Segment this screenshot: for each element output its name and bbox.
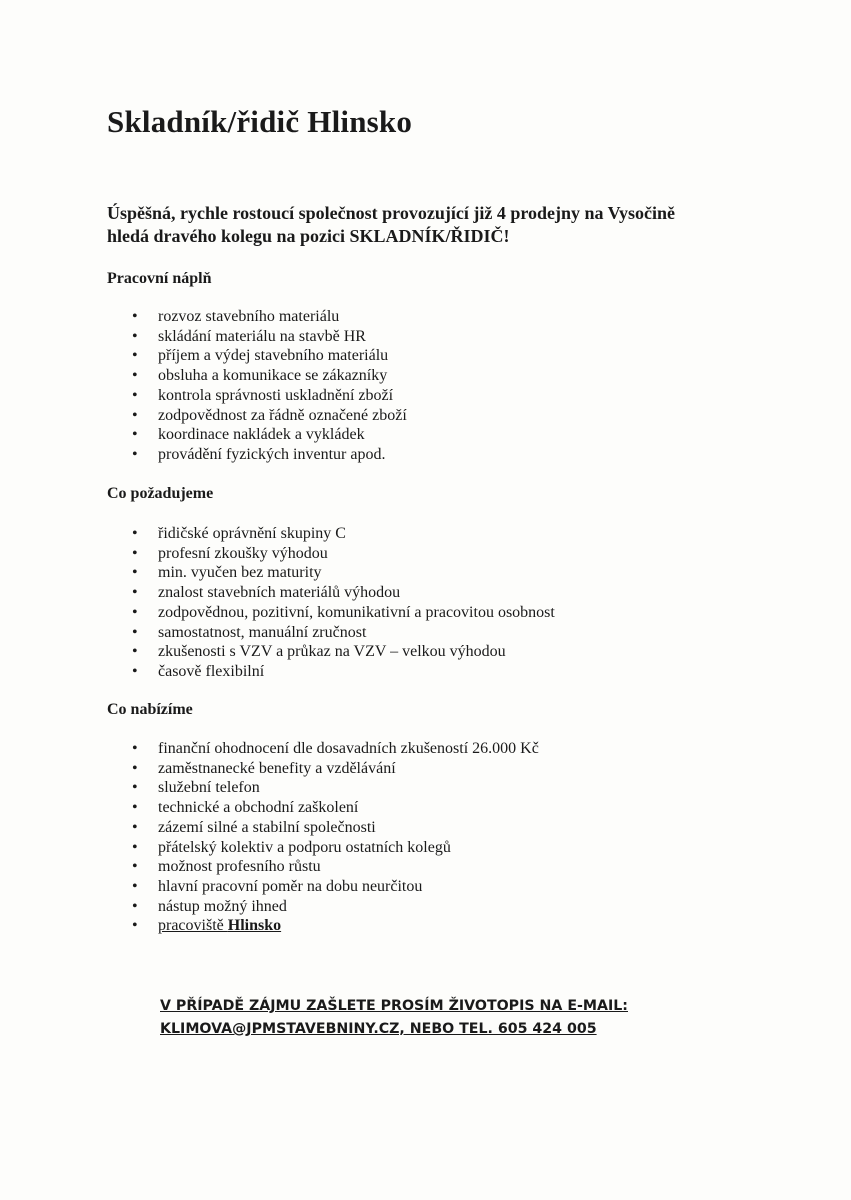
contact-line-1: V PŘÍPADĚ ZÁJMU ZAŠLETE PROSÍM ŽIVOTOPIS NA E-MAIL: (160, 998, 628, 1014)
list-item: • znalost stavebních materiálů výhodou (132, 583, 555, 603)
list-item: • koordinace nakládek a vykládek (132, 425, 407, 445)
list-item: • provádění fyzických inventur apod. (132, 445, 407, 465)
section-heading-duties: Pracovní náplň (107, 270, 212, 287)
duties-list (132, 307, 407, 465)
list-item: • samostatnost, manuální zručnost (132, 623, 555, 643)
list-item: • skládání materiálu na stavbě HR (132, 327, 407, 347)
list-item: • kontrola správnosti uskladnění zboží (132, 386, 407, 406)
list-item: • možnost profesního růstu (132, 857, 539, 877)
list-item: • obsluha a komunikace se zákazníky (132, 366, 407, 386)
list-item: • příjem a výdej stavebního materiálu (132, 346, 407, 366)
list-item: • profesní zkoušky výhodou (132, 544, 555, 564)
list-item: • řidičské oprávnění skupiny C (132, 524, 555, 544)
page-title: Skladník/řidič Hlinsko (107, 104, 413, 139)
section-heading-offer: Co nabízíme (107, 701, 193, 718)
workplace-prefix: pracoviště (158, 917, 228, 935)
list-item: • časově flexibilní (132, 662, 555, 682)
contact-info (160, 995, 628, 1041)
list-item: • zodpovědnou, pozitivní, komunikativní a pracovitou osobnost (132, 603, 555, 623)
list-item: • nástup možný ihned (132, 897, 539, 917)
workplace-city: Hlinsko (227, 917, 282, 935)
list-item: • služební telefon (132, 778, 539, 798)
list-item-workplace (132, 916, 539, 936)
list-item: • min. vyučen bez maturity (132, 563, 555, 583)
list-item: • zázemí silné a stabilní společnosti (132, 818, 539, 838)
list-item: • zaměstnanecké benefity a vzdělávání (132, 759, 539, 779)
offer-list (132, 739, 539, 936)
section-heading-requirements: Co požadujeme (107, 485, 214, 502)
list-item: • rozvoz stavebního materiálu (132, 307, 407, 327)
list-item: • hlavní pracovní poměr na dobu neurčitou (132, 877, 539, 897)
list-item: • zkušenosti s VZV a průkaz na VZV – velkou výhodou (132, 642, 555, 662)
list-item: • finanční ohodnocení dle dosavadních zkušeností 26.000 Kč (132, 739, 539, 759)
list-item: • zodpovědnost za řádně označené zboží (132, 406, 407, 426)
list-item: • přátelský kolektiv a podporu ostatních kolegů (132, 838, 539, 858)
intro-line-2: hledá dravého kolegu na pozici SKLADNÍK/ŘIDIČ! (107, 226, 510, 246)
list-item: • technické a obchodní zaškolení (132, 798, 539, 818)
requirements-list (132, 524, 555, 682)
intro-text (107, 202, 767, 248)
intro-line-1: Úspěšná, rychle rostoucí společnost provozující již 4 prodejny na Vysočině (107, 203, 676, 223)
contact-line-2: KLIMOVA@JPMSTAVEBNINY.CZ, NEBO TEL. 605 424 005 (160, 1021, 597, 1037)
